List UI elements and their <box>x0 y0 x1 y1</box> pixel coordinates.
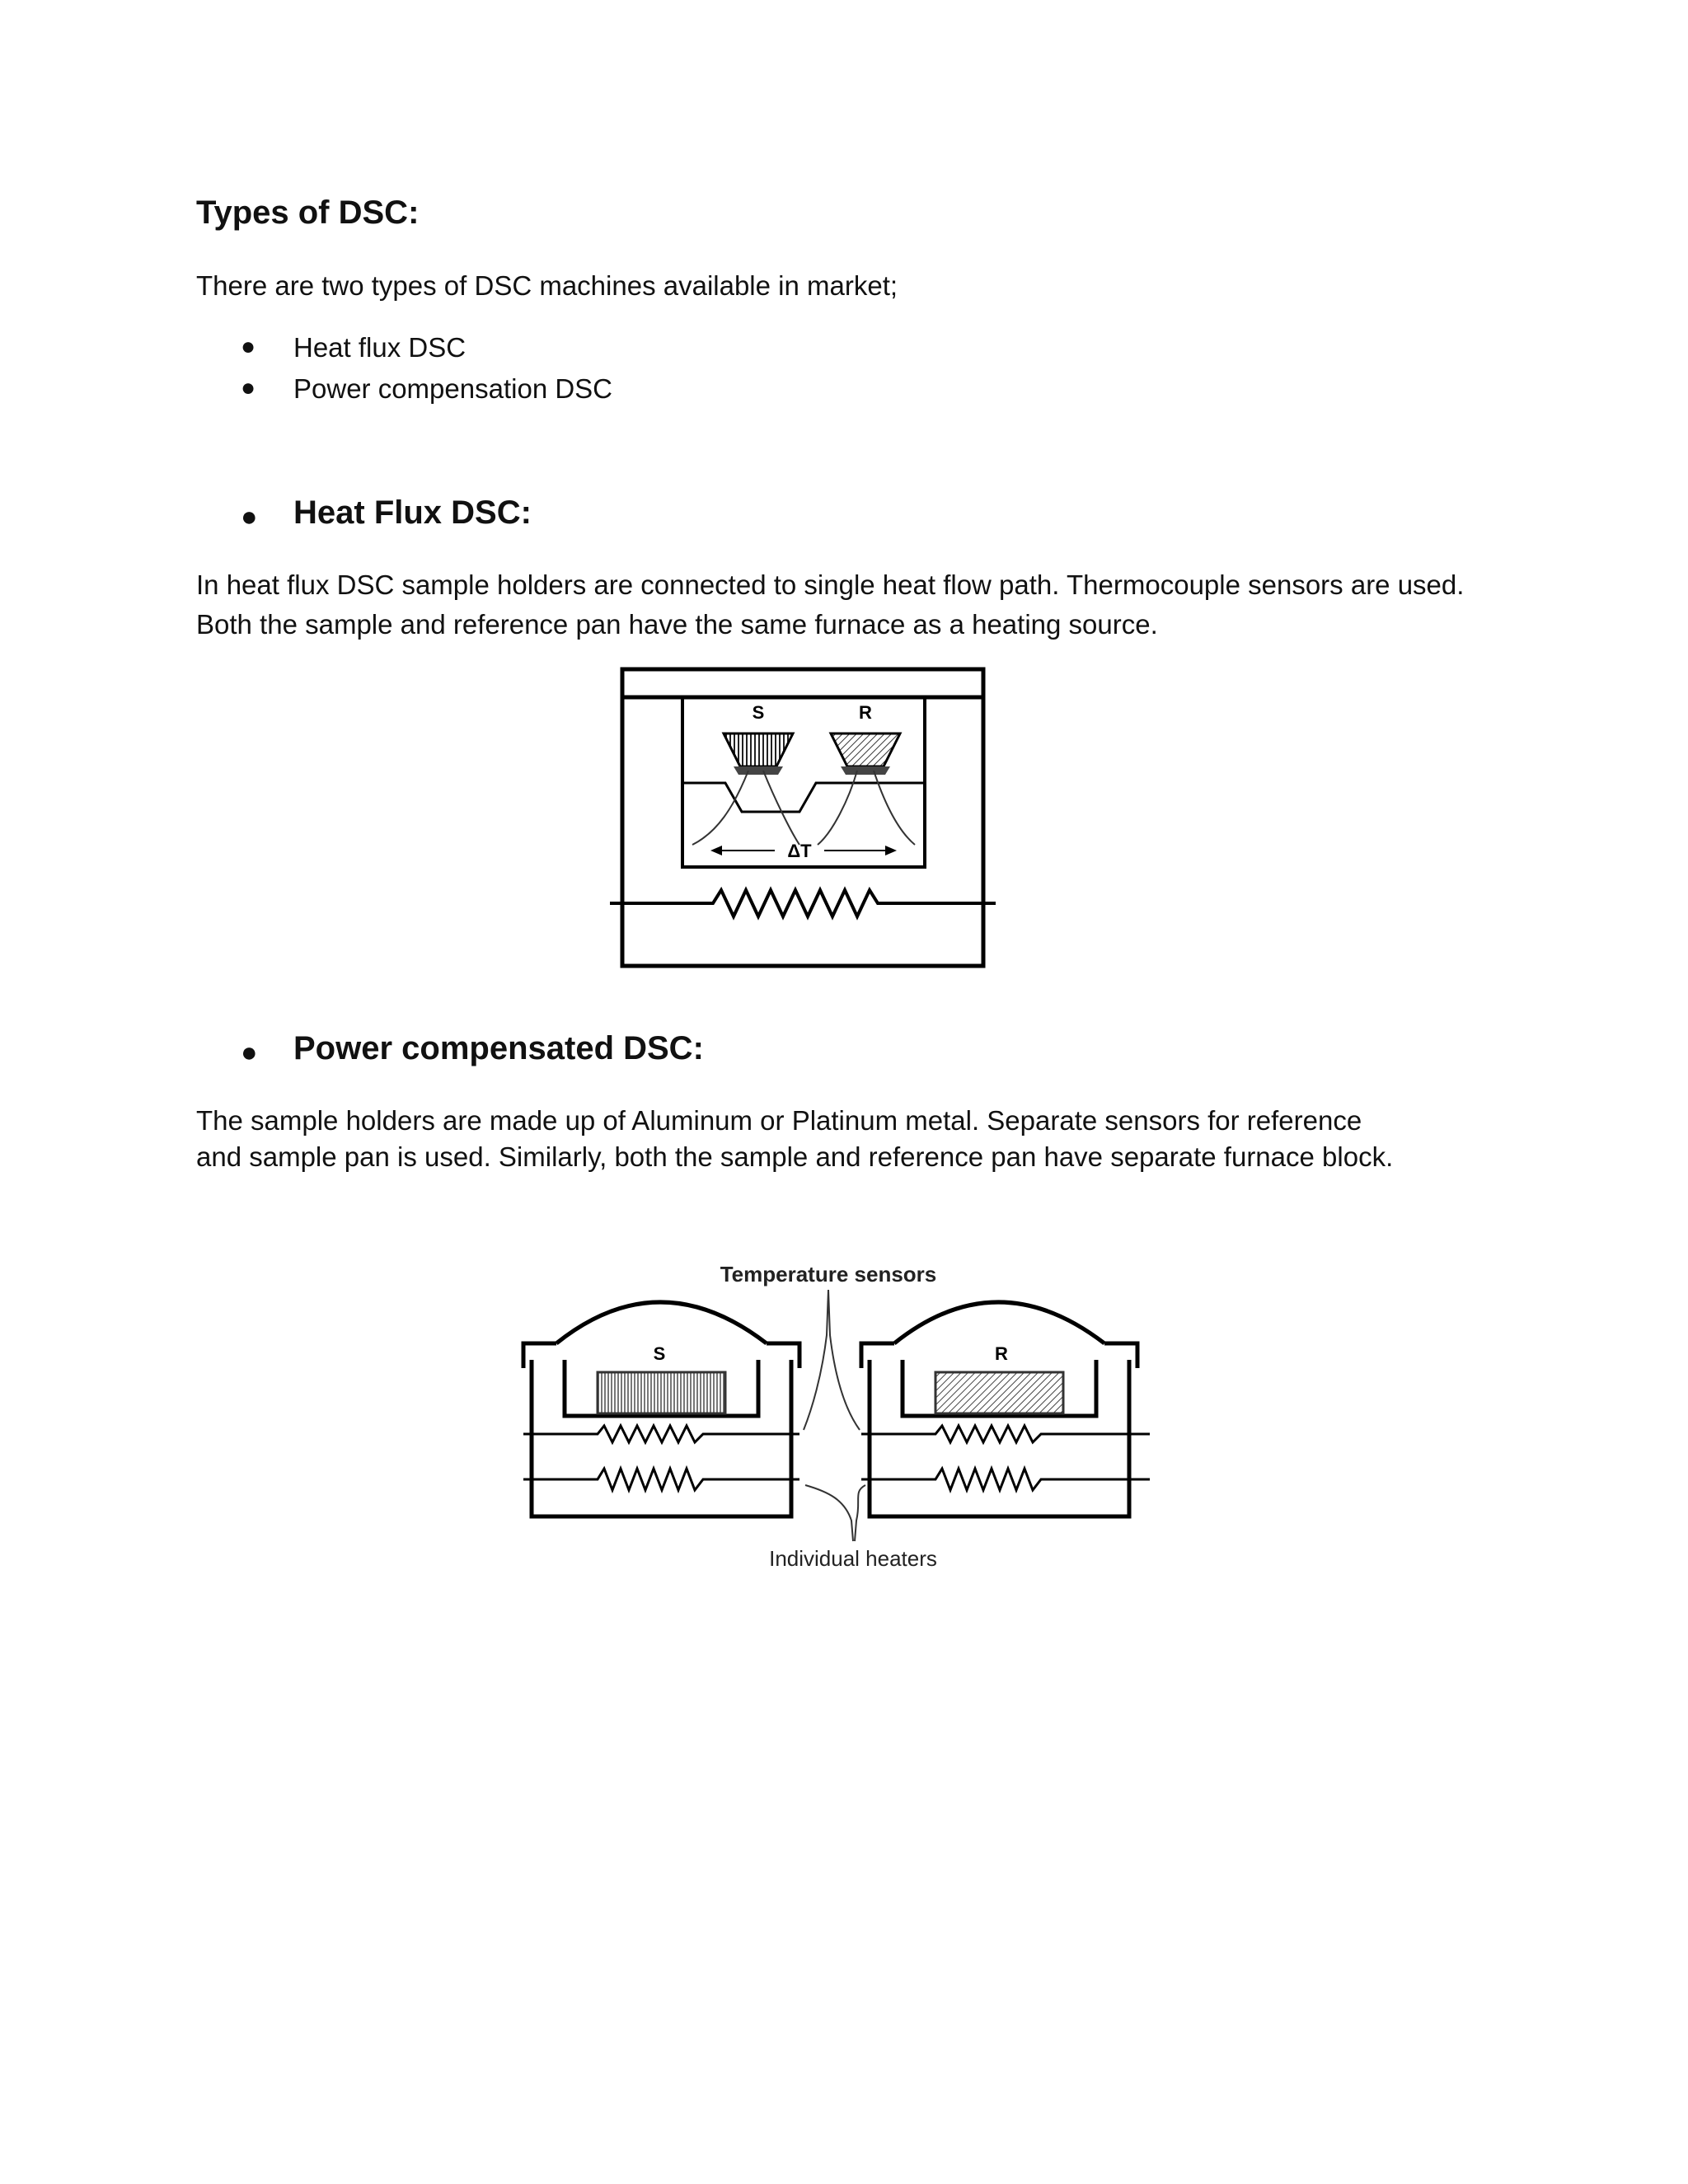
heat-flux-diagram <box>602 659 1014 989</box>
sample-heater-coil <box>523 1469 799 1490</box>
heat-flux-paragraph-line1: In heat flux DSC sample holders are connected to single heat flow path. Thermocouple sensors are used. <box>196 569 1465 600</box>
sample-label: S <box>752 702 765 723</box>
sample-label: S <box>653 1343 666 1364</box>
power-comp-paragraph-line2: and sample pan is used. Similarly, both the sample and reference pan have separate furnace block. <box>196 1141 1394 1172</box>
power-comp-heading-row <box>241 1030 1065 1080</box>
heater-coil <box>610 890 996 916</box>
reference-heater-coil <box>861 1469 1150 1490</box>
heat-flux-paragraph-line2: Both the sample and reference pan have the same furnace as a heating source. <box>196 609 1158 640</box>
sample-holder <box>598 1372 725 1413</box>
heat-flux-heading: Heat Flux DSC: <box>293 494 532 531</box>
power-comp-heading: Power compensated DSC: <box>293 1030 704 1066</box>
heat-flux-heading-row <box>241 494 982 544</box>
sensor-leader-line <box>804 1290 828 1430</box>
heater-leader-line <box>855 1485 865 1541</box>
reference-holder <box>935 1372 1063 1413</box>
reference-furnace <box>861 1302 1150 1516</box>
bullet-icon: ● <box>241 1037 258 1068</box>
power-comp-paragraph-line1: The sample holders are made up of Aluminum or Platinum metal. Separate sensors for reference <box>196 1105 1362 1136</box>
reference-label: R <box>995 1343 1008 1364</box>
delta-t-label: ΔT <box>787 841 812 861</box>
bullet-icon: ● <box>241 374 256 401</box>
sample-sensor-coil <box>523 1426 799 1442</box>
page-title: Types of DSC: <box>196 194 420 231</box>
sample-furnace <box>523 1302 799 1591</box>
reference-pan <box>831 733 900 766</box>
sensor-leader-line <box>828 1290 860 1430</box>
outer-casing <box>622 669 983 966</box>
temperature-sensors-label: Temperature sensors <box>720 1262 937 1286</box>
sample-pan <box>724 733 793 766</box>
heater-leader-line <box>805 1485 853 1541</box>
intro-text: There are two types of DSC machines available in market; <box>196 270 898 301</box>
reference-sensor-coil <box>861 1426 1150 1442</box>
bullet-icon: ● <box>241 501 258 532</box>
power-comp-diagram <box>515 1244 1158 1591</box>
bullet-icon: ● <box>241 333 256 360</box>
reference-label: R <box>859 702 872 723</box>
individual-heaters-label: Individual heaters <box>769 1546 937 1571</box>
